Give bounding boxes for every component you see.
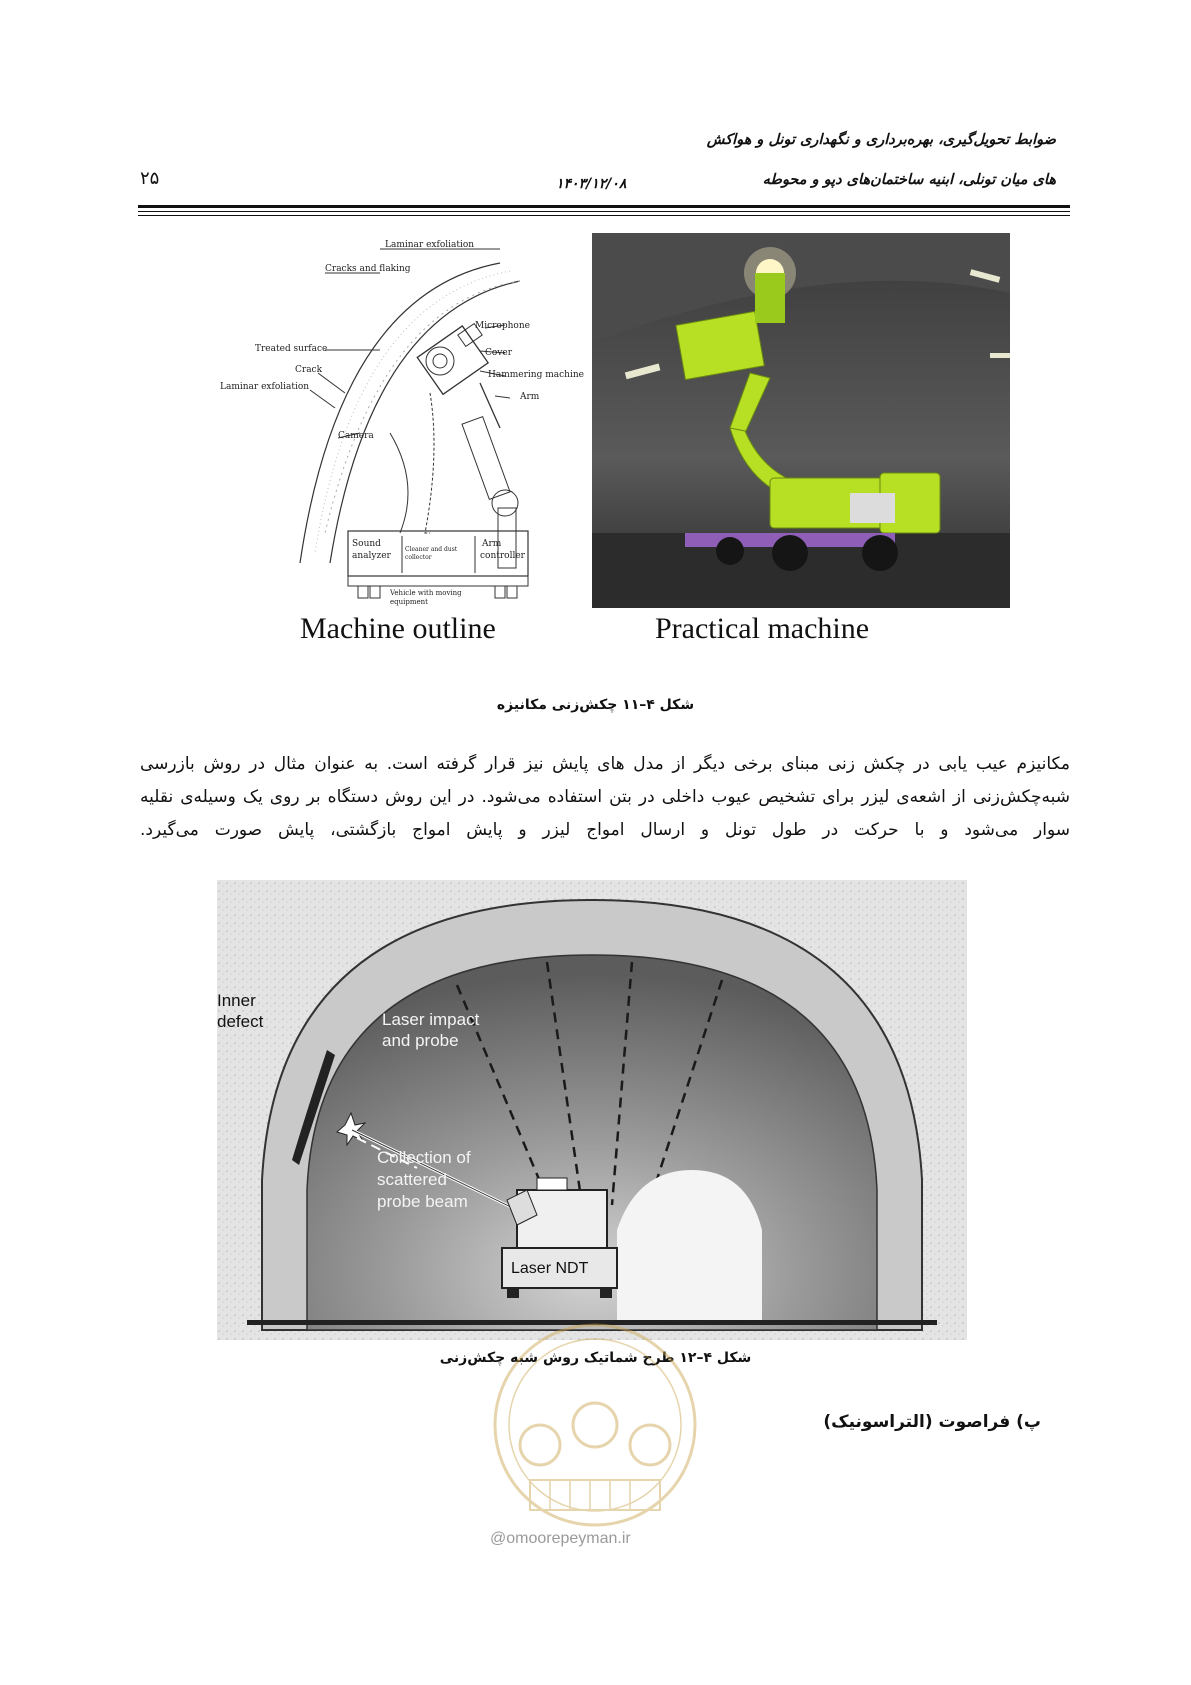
header-rule-thin-2 bbox=[138, 215, 1070, 216]
figure2-caption: شکل ۴–۱۲ طرح شماتیک روش شبه چکش‌زنی bbox=[439, 1350, 752, 1366]
body-paragraph: مکانیزم عیب یابی در چکش زنی مبنای برخی دیگر از مدل های پایش نیز قرار گرفته است. به عنوان مثال در روش بازرسی شبه‌چکش‌زنی از اشعه‌ی لیزر برای تشخیص عیوب داخلی در بتن استفاده می‌شود. در این روش دستگاه بر روی یک وسیله‌ی نقلیه سوار می‌شود و با حرکت در طول تونل و ارسال امواج لیزر و پایش امواج بازگشتی، پایش صورت می‌گیرد. bbox=[140, 754, 1070, 840]
label-sound-analyzer-1: Sound bbox=[352, 539, 381, 549]
figure1-caption: شکل ۴–۱۱ چکش‌زنی مکانیزه bbox=[496, 697, 695, 713]
page-number: ۲۵ bbox=[140, 168, 160, 189]
section-heading: پ) فراصوت (التراسونیک) bbox=[823, 1412, 1041, 1432]
label-laser-impact-1: Laser impact bbox=[382, 1010, 480, 1029]
header-date: ۱۴۰۳/۱۲/۰۸ bbox=[556, 176, 627, 192]
label-arm-controller-1: Arm bbox=[482, 539, 502, 549]
label-vehicle-2: equipment bbox=[390, 598, 428, 606]
watermark-url: @omoorepeyman.ir bbox=[490, 1530, 631, 1547]
figure-hammering-machine bbox=[220, 233, 1010, 683]
tunnel-far-opening bbox=[617, 1170, 762, 1320]
label-laminar-exfoliation-top: Laminar exfoliation bbox=[385, 240, 475, 250]
label-arm: Arm bbox=[520, 392, 540, 402]
label-inner-defect-2: defect bbox=[217, 1012, 264, 1031]
label-arm-controller-2: controller bbox=[480, 551, 525, 561]
caption-machine-outline: Machine outline bbox=[300, 612, 496, 645]
label-sound-analyzer-2: analyzer bbox=[352, 551, 391, 561]
label-microphone: Microphone bbox=[475, 321, 530, 331]
label-cover: Cover bbox=[485, 348, 513, 358]
label-hammering-machine: Hammering machine bbox=[488, 370, 584, 380]
label-inner-defect-1: Inner bbox=[217, 991, 256, 1010]
header-rule-thin bbox=[138, 211, 1070, 212]
label-camera: Camera bbox=[338, 431, 374, 441]
header-title-line2: های میان تونلی، ابنیه ساختمان‌های دپو و محوطه bbox=[762, 172, 1056, 188]
header-rule-thick bbox=[138, 205, 1070, 208]
label-crack: Crack bbox=[295, 365, 323, 375]
label-treated-surface: Treated surface bbox=[255, 344, 328, 354]
label-laser-impact-2: and probe bbox=[382, 1031, 459, 1050]
label-cleaner-2: collector bbox=[405, 554, 432, 561]
label-cleaner-1: Cleaner and dust bbox=[405, 546, 458, 553]
label-laser-ndt: Laser NDT bbox=[511, 1260, 589, 1277]
practical-machine-photo bbox=[592, 233, 1010, 608]
laser-ndt-truck bbox=[502, 1178, 617, 1298]
label-collection-3: probe beam bbox=[377, 1192, 468, 1211]
header-title-line1: ضوابط تحویل‌گیری، بهره‌برداری و نگهداری تونل و هواکش bbox=[706, 132, 1056, 148]
label-laminar-exfoliation: Laminar exfoliation bbox=[220, 382, 310, 392]
label-collection-1: Collection of bbox=[377, 1148, 471, 1167]
label-collection-2: scattered bbox=[377, 1170, 447, 1189]
watermark-logo bbox=[470, 1305, 720, 1565]
caption-practical-machine: Practical machine bbox=[655, 612, 870, 645]
figure-laser-ndt bbox=[217, 880, 967, 1340]
label-vehicle-1: Vehicle with moving bbox=[390, 589, 462, 597]
label-cracks-and-flaking: Cracks and flaking bbox=[325, 264, 411, 274]
